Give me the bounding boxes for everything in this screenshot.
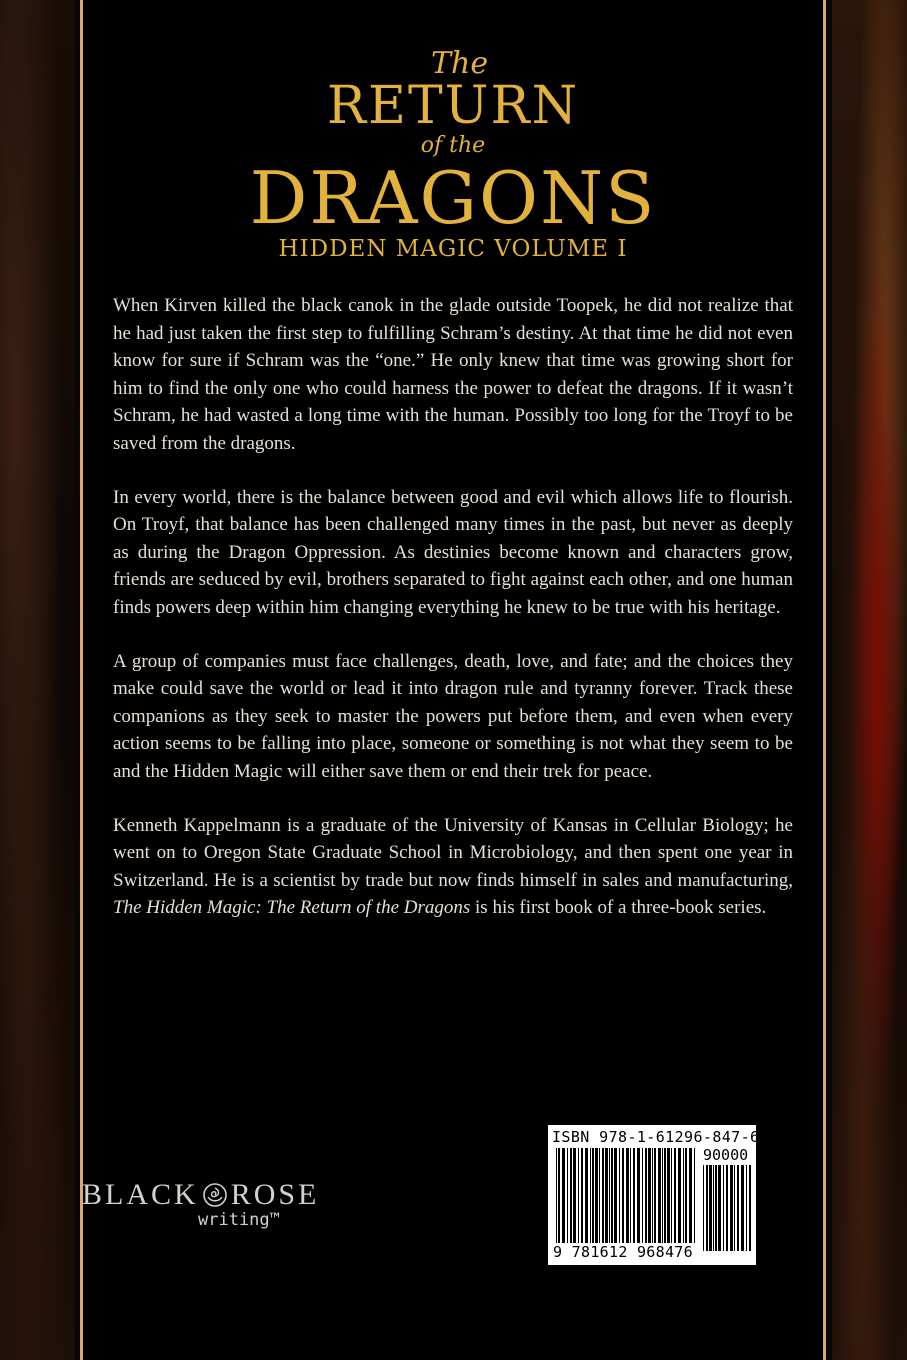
barcode-bar: [726, 1165, 728, 1251]
barcode-bar: [642, 1148, 643, 1251]
barcode-bar: [718, 1165, 721, 1251]
barcode-bar: [683, 1148, 684, 1251]
background-art-right: [832, 0, 907, 1360]
barcode-bar: [619, 1148, 620, 1251]
barcode-bar: [694, 1148, 695, 1251]
barcode-addon-bars: [703, 1165, 751, 1251]
bio-end: is his first book of a three-book series.: [470, 897, 767, 919]
barcode-bar: [611, 1148, 613, 1251]
barcode-bar: [713, 1165, 714, 1251]
barcode-bar: [715, 1165, 717, 1251]
rose-icon: [202, 1182, 228, 1208]
publisher-name-right: ROSE: [230, 1178, 320, 1211]
barcode-bar: [578, 1148, 579, 1251]
title-of-the: of the: [420, 133, 486, 158]
barcode-bar: [605, 1148, 608, 1251]
barcode-bar: [637, 1148, 640, 1251]
barcode-bar: [730, 1165, 733, 1251]
barcode-bar: [746, 1165, 747, 1251]
barcode-bar: [674, 1148, 676, 1251]
bio-start: Kenneth Kappelmann is a graduate of the University of Kansas in Cellular Biology; he went on to Oregon State Graduate School in Microbiology, and then spent one year in Switzerland. He is a scientist by trade but now finds himself in sales and manufacturing,: [113, 814, 793, 891]
barcode-bar: [749, 1165, 751, 1251]
isbn-text: ISBN 978-1-61296-847-6: [552, 1128, 760, 1146]
barcode-bar: [585, 1148, 588, 1251]
barcode-bar: [592, 1148, 594, 1251]
barcode-bar: [671, 1148, 672, 1251]
barcode-bar: [667, 1148, 670, 1251]
barcode-bar: [664, 1148, 666, 1251]
barcode-bar: [573, 1148, 576, 1251]
barcode-bar: [654, 1148, 656, 1251]
barcode-bar: [633, 1148, 635, 1251]
barcode-bar: [581, 1148, 583, 1251]
barcode-bar: [609, 1148, 610, 1251]
barcode-number: 9 781612 968476: [553, 1243, 693, 1261]
barcode-bar: [558, 1148, 560, 1251]
barcode-bar: [662, 1148, 663, 1251]
publisher-logo: [82, 1178, 320, 1230]
blurb-paragraph-2: In every world, there is the balance between good and evil which allows life to flourish. On Troyf, that balance has been challenged many times in the past, but never as deeply as during the Dragon Oppression. As destinies become known and characters grow, friends are seduced by evil, brothers separated to fight against each other, and one human finds powers deep within him changing everything he knew to be true with his heritage.: [113, 486, 793, 618]
barcode-bar: [556, 1148, 557, 1251]
publisher-name-left: BLACK: [82, 1178, 199, 1211]
barcode-bar: [590, 1148, 591, 1251]
barcode-bar: [567, 1148, 568, 1251]
publisher-name: [82, 1178, 319, 1212]
barcode-bar: [689, 1148, 692, 1251]
barcode-bar: [652, 1148, 653, 1251]
barcode-bar: [737, 1165, 739, 1251]
barcode-bar: [595, 1148, 598, 1251]
barcode-bar: [648, 1148, 651, 1251]
barcode-bar: [723, 1165, 724, 1251]
isbn-barcode: [548, 1125, 760, 1265]
barcode-bar: [630, 1148, 631, 1251]
bio-book-title: The Hidden Magic: The Return of the Dragons: [113, 897, 471, 919]
author-bio: [113, 812, 793, 922]
publisher-sub: writing™: [198, 1210, 280, 1230]
barcode-bar: [602, 1148, 604, 1251]
background-art-left: [0, 0, 75, 1360]
barcode-bar: [626, 1148, 629, 1251]
barcode-bars: [556, 1148, 696, 1251]
blurb-paragraph-3: A group of companies must face challenges, death, love, and fate; and the choices they make could save the world or lead it into dragon rule and tyranny forever. Track these companions as they seek to master the powers put before them, and even when every action seems to be falling into place, someone or something is not what they seem to be and the Hidden Magic will either save them or end their trek for peace.: [113, 650, 793, 782]
barcode-bar: [741, 1165, 744, 1251]
barcode-bar: [562, 1148, 565, 1251]
barcode-bar: [645, 1148, 647, 1251]
title-return: RETURN: [326, 76, 580, 136]
barcode-bar: [599, 1148, 600, 1251]
series-subtitle: HIDDEN MAGIC VOLUME I: [278, 236, 628, 262]
barcode-bar: [622, 1148, 624, 1251]
barcode-bar: [709, 1165, 712, 1251]
barcode-bar: [734, 1165, 735, 1251]
barcode-bar: [703, 1165, 704, 1251]
price-code: 90000: [703, 1146, 749, 1164]
barcode-bar: [706, 1165, 708, 1251]
barcode-bar: [658, 1148, 661, 1251]
blurb: [113, 292, 793, 948]
barcode-bar: [570, 1148, 572, 1251]
barcode-bar: [685, 1148, 687, 1251]
barcode-bar: [614, 1148, 617, 1251]
title-dragons: DRAGONS: [249, 156, 657, 240]
blurb-paragraph-1: When Kirven killed the black canok in the glade outside Toopek, he did not realize that he had just taken the first step to fulfilling Schram’s destiny. At that time he did not even know for sure if Schram was the “one.” He only knew that time was growing short for him to find the only one who could harness the power to defeat the dragons. If it wasn’t Schram, he had wasted a long time with the human. Possibly too long for the Troyf to be saved from the dragons.: [113, 295, 793, 454]
title-the: The: [431, 46, 489, 81]
barcode-bar: [678, 1148, 681, 1251]
